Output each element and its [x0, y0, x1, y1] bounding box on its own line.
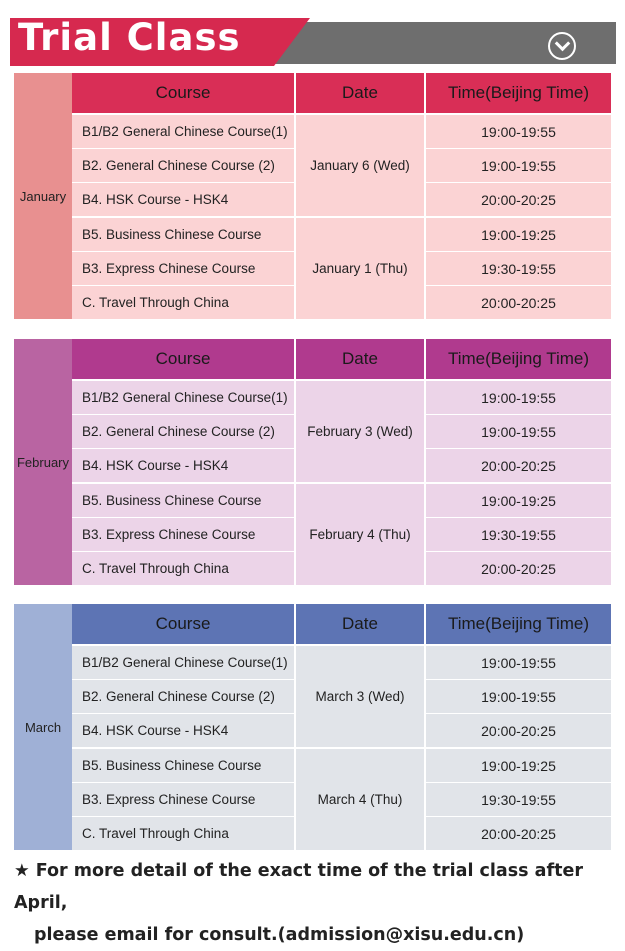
- course-cell: B4. HSK Course - HSK4: [72, 714, 294, 747]
- schedule-table: [72, 339, 611, 585]
- column-header-date: Date: [296, 604, 424, 644]
- course-cell: B5. Business Chinese Course: [72, 484, 294, 517]
- time-cell: 19:00-19:55: [426, 149, 611, 182]
- time-cell: 20:00-20:25: [426, 552, 611, 585]
- course-cell: C. Travel Through China: [72, 552, 294, 585]
- time-cell: 20:00-20:25: [426, 286, 611, 319]
- course-cell: B4. HSK Course - HSK4: [72, 183, 294, 216]
- course-cell: B3. Express Chinese Course: [72, 252, 294, 285]
- date-cell: January 6 (Wed): [296, 115, 424, 216]
- schedule-table: [72, 73, 611, 319]
- course-cell: B5. Business Chinese Course: [72, 749, 294, 782]
- course-cell: C. Travel Through China: [72, 286, 294, 319]
- time-cell: 19:00-19:55: [426, 680, 611, 713]
- column-header-date: Date: [296, 339, 424, 379]
- time-cell: 19:00-19:55: [426, 646, 611, 679]
- date-cell: February 3 (Wed): [296, 381, 424, 482]
- time-cell: 20:00-20:25: [426, 714, 611, 747]
- month-section-february: [14, 339, 611, 585]
- column-header-date: Date: [296, 73, 424, 113]
- time-cell: 19:00-19:25: [426, 218, 611, 251]
- date-cell: March 4 (Thu): [296, 749, 424, 850]
- time-cell: 19:30-19:55: [426, 518, 611, 551]
- column-header-course: Course: [72, 604, 294, 644]
- course-cell: B5. Business Chinese Course: [72, 218, 294, 251]
- time-cell: 19:00-19:55: [426, 381, 611, 414]
- time-cell: 20:00-20:25: [426, 183, 611, 216]
- time-cell: 19:00-19:55: [426, 115, 611, 148]
- course-cell: B3. Express Chinese Course: [72, 783, 294, 816]
- time-cell: 19:30-19:55: [426, 783, 611, 816]
- course-cell: B2. General Chinese Course (2): [72, 680, 294, 713]
- footer-line-1: ★ For more detail of the exact time of the trial class after April,: [14, 861, 583, 913]
- month-label: January: [14, 73, 72, 319]
- column-header-course: Course: [72, 339, 294, 379]
- footer-line-2: please email for consult.(admission@xisu.edu.cn): [34, 925, 525, 945]
- column-header-time: Time(Beijing Time): [426, 339, 611, 379]
- course-cell: B4. HSK Course - HSK4: [72, 449, 294, 482]
- time-cell: 20:00-20:25: [426, 817, 611, 850]
- time-cell: 19:00-19:55: [426, 415, 611, 448]
- month-label: February: [14, 339, 72, 585]
- month-section-march: [14, 604, 611, 850]
- column-header-course: Course: [72, 73, 294, 113]
- course-cell: B1/B2 General Chinese Course(1): [72, 115, 294, 148]
- course-cell: B1/B2 General Chinese Course(1): [72, 381, 294, 414]
- date-cell: March 3 (Wed): [296, 646, 424, 747]
- course-cell: B2. General Chinese Course (2): [72, 149, 294, 182]
- month-label: March: [14, 604, 72, 850]
- time-cell: 19:00-19:25: [426, 749, 611, 782]
- column-header-time: Time(Beijing Time): [426, 604, 611, 644]
- page-title: Trial Class: [18, 16, 241, 59]
- course-cell: C. Travel Through China: [72, 817, 294, 850]
- course-cell: B1/B2 General Chinese Course(1): [72, 646, 294, 679]
- time-cell: 20:00-20:25: [426, 449, 611, 482]
- date-cell: February 4 (Thu): [296, 484, 424, 585]
- time-cell: 19:00-19:25: [426, 484, 611, 517]
- time-cell: 19:30-19:55: [426, 252, 611, 285]
- month-section-january: [14, 73, 611, 319]
- footer-note: [14, 855, 614, 951]
- column-header-time: Time(Beijing Time): [426, 73, 611, 113]
- schedule-table: [72, 604, 611, 850]
- course-cell: B3. Express Chinese Course: [72, 518, 294, 551]
- course-cell: B2. General Chinese Course (2): [72, 415, 294, 448]
- chevron-down-icon[interactable]: [548, 32, 576, 60]
- date-cell: January 1 (Thu): [296, 218, 424, 319]
- header-banner: [0, 8, 625, 58]
